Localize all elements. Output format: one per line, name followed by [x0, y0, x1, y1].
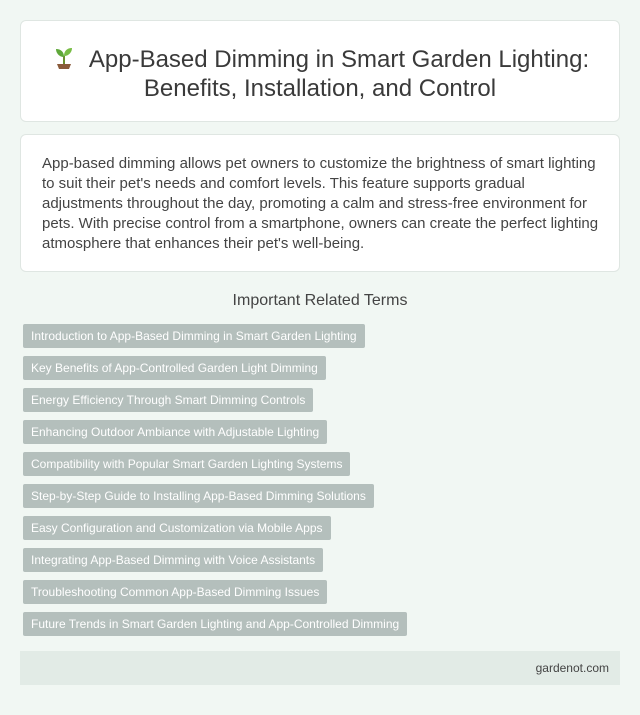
title-line-1: App-Based Dimming in Smart Garden Lighting: — [88, 46, 590, 73]
summary-card — [20, 134, 620, 272]
related-term-tag[interactable]: Enhancing Outdoor Ambiance with Adjustable Lighting — [23, 420, 327, 444]
related-terms-list — [23, 324, 407, 644]
summary-text: App-based dimming allows pet owners to customize the brightness of smart lighting to suit their pet's needs and comfort levels. This feature supports gradual adjustments throughout the day, promoting a calm and stress-free environment for pets. With precise control from a smartphone, owners can create the perfect lighting atmosphere that enhances their pet's well-being. — [42, 155, 599, 252]
title-card — [20, 20, 620, 122]
related-term-tag[interactable]: Step-by-Step Guide to Installing App-Based Dimming Solutions — [23, 484, 374, 508]
related-term-tag[interactable]: Integrating App-Based Dimming with Voice Assistants — [23, 548, 323, 572]
page-title — [21, 44, 619, 103]
related-term-tag[interactable]: Energy Efficiency Through Smart Dimming Controls — [23, 388, 313, 412]
title-line-2: Benefits, Installation, and Control — [143, 75, 497, 102]
related-term-tag[interactable]: Easy Configuration and Customization via Mobile Apps — [23, 516, 331, 540]
footer-bar — [20, 651, 620, 685]
related-term-tag[interactable]: Compatibility with Popular Smart Garden Lighting Systems — [23, 452, 350, 476]
footer-site-link[interactable]: gardenot.com — [535, 661, 609, 675]
related-term-tag[interactable]: Future Trends in Smart Garden Lighting and App-Controlled Dimming — [23, 612, 407, 636]
related-term-tag[interactable]: Key Benefits of App-Controlled Garden Light Dimming — [23, 356, 326, 380]
seedling-icon — [51, 44, 77, 70]
related-terms-heading: Important Related Terms — [232, 292, 408, 309]
related-term-tag[interactable]: Troubleshooting Common App-Based Dimming Issues — [23, 580, 327, 604]
related-term-tag[interactable]: Introduction to App-Based Dimming in Smart Garden Lighting — [23, 324, 365, 348]
